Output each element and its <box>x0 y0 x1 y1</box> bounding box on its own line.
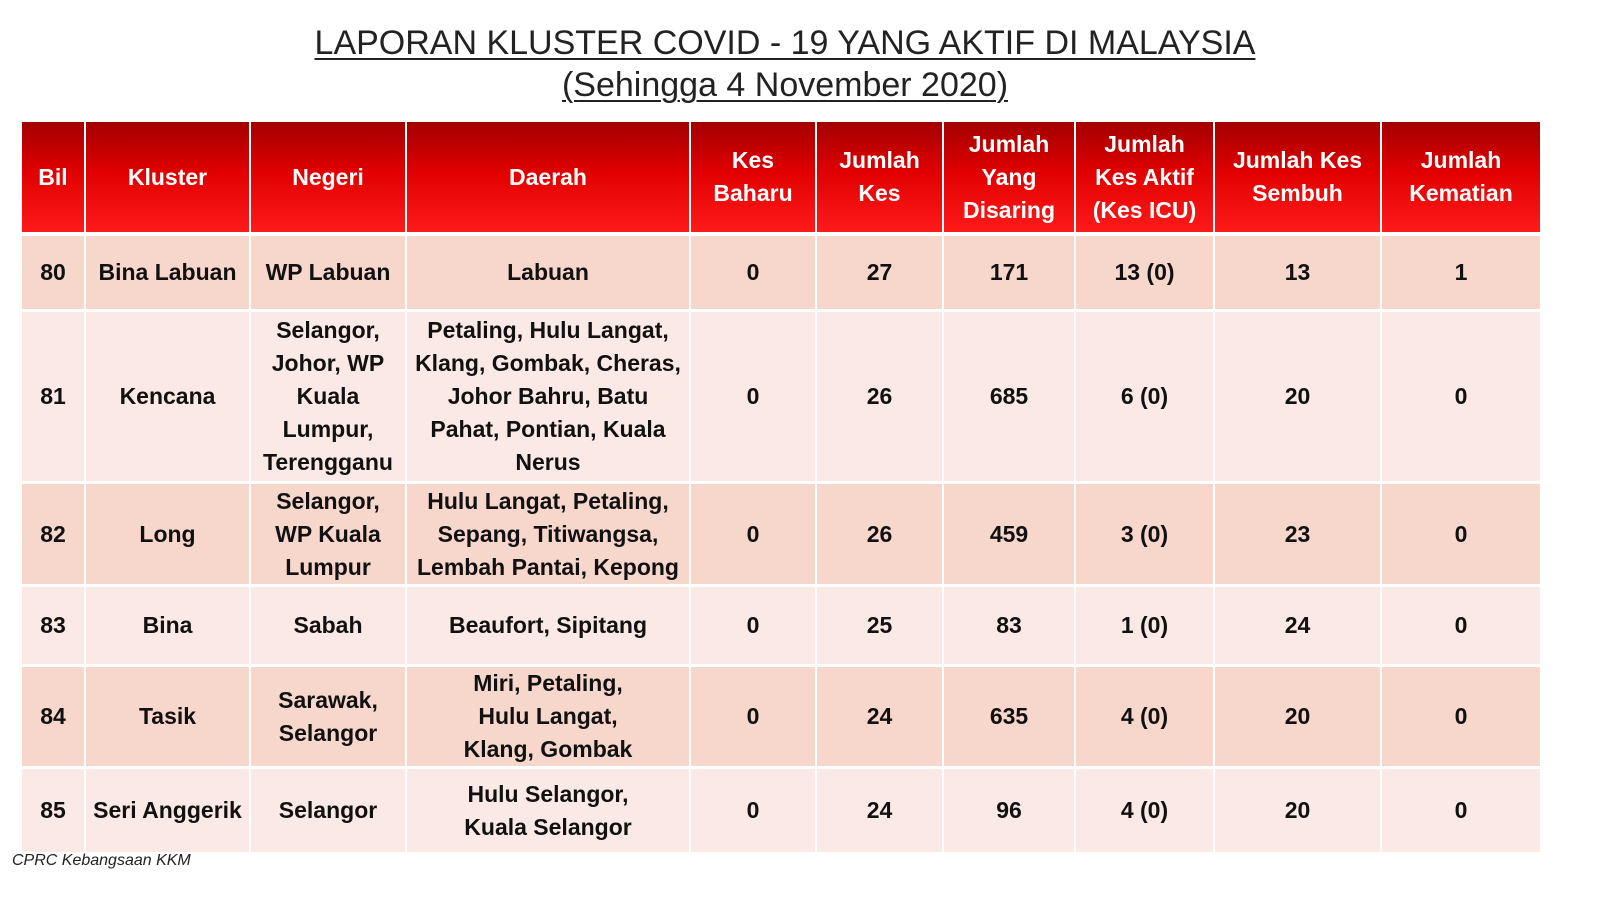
cell-bil: 85 <box>22 769 86 855</box>
cell-negeri: WP Labuan <box>251 236 407 312</box>
table-row <box>22 484 1542 587</box>
cell-kes-sembuh: 23 <box>1215 484 1382 587</box>
cell-kes-baharu: 0 <box>691 769 817 855</box>
table-row <box>22 312 1542 484</box>
cell-daerah: Miri, Petaling, Hulu Langat, Klang, Gombak <box>407 667 691 769</box>
cell-kes-baharu: 0 <box>691 312 817 484</box>
cell-bil: 84 <box>22 667 86 769</box>
cell-kluster: Bina Labuan <box>86 236 251 312</box>
cell-kluster: Bina <box>86 587 251 667</box>
cell-negeri: Selangor, WP Kuala Lumpur <box>251 484 407 587</box>
cell-kes-baharu: 0 <box>691 484 817 587</box>
cell-negeri: Selangor, Johor, WP Kuala Lumpur, Terengganu <box>251 312 407 484</box>
cell-bil: 80 <box>22 236 86 312</box>
cell-kluster: Long <box>86 484 251 587</box>
cell-negeri: Sarawak, Selangor <box>251 667 407 769</box>
cluster-table <box>22 122 1542 855</box>
column-header-bil: Bil <box>22 122 86 236</box>
cell-bil: 81 <box>22 312 86 484</box>
cell-daerah: Hulu Selangor, Kuala Selangor <box>407 769 691 855</box>
table-header-row <box>22 122 1542 236</box>
cell-kes-aktif: 1 (0) <box>1076 587 1215 667</box>
cell-kluster: Tasik <box>86 667 251 769</box>
cell-kes-aktif: 6 (0) <box>1076 312 1215 484</box>
cell-kluster: Kencana <box>86 312 251 484</box>
cell-jumlah-kes: 24 <box>817 667 944 769</box>
cell-jumlah-kes: 26 <box>817 484 944 587</box>
cell-kes-sembuh: 20 <box>1215 667 1382 769</box>
cell-negeri: Sabah <box>251 587 407 667</box>
cell-kes-sembuh: 20 <box>1215 312 1382 484</box>
title-line-2: (Sehingga 4 November 2020) <box>561 66 1009 104</box>
cell-kematian: 1 <box>1382 236 1542 312</box>
cell-kes-aktif: 4 (0) <box>1076 769 1215 855</box>
cell-jumlah-disaring: 96 <box>944 769 1076 855</box>
column-header-kluster: Kluster <box>86 122 251 236</box>
cell-negeri: Selangor <box>251 769 407 855</box>
table-row <box>22 587 1542 667</box>
cell-kes-baharu: 0 <box>691 667 817 769</box>
cell-jumlah-kes: 27 <box>817 236 944 312</box>
column-header-kes-baharu: Kes Baharu <box>691 122 817 236</box>
column-header-negeri: Negeri <box>251 122 407 236</box>
cell-kes-sembuh: 24 <box>1215 587 1382 667</box>
cell-kes-baharu: 0 <box>691 236 817 312</box>
cell-jumlah-kes: 24 <box>817 769 944 855</box>
cell-kluster: Seri Anggerik <box>86 769 251 855</box>
cell-kematian: 0 <box>1382 484 1542 587</box>
cell-kes-sembuh: 13 <box>1215 236 1382 312</box>
cell-daerah: Petaling, Hulu Langat, Klang, Gombak, Cheras, Johor Bahru, Batu Pahat, Pontian, Kuala Nerus <box>407 312 691 484</box>
column-header-kes-sembuh: Jumlah Kes Sembuh <box>1215 122 1382 236</box>
table-row <box>22 769 1542 855</box>
cell-jumlah-disaring: 685 <box>944 312 1076 484</box>
cell-daerah: Labuan <box>407 236 691 312</box>
cell-kematian: 0 <box>1382 667 1542 769</box>
cell-daerah: Hulu Langat, Petaling, Sepang, Titiwangsa, Lembah Pantai, Kepong <box>407 484 691 587</box>
column-header-jumlah-disaring: Jumlah Yang Disaring <box>944 122 1076 236</box>
cell-kes-sembuh: 20 <box>1215 769 1382 855</box>
cell-jumlah-disaring: 83 <box>944 587 1076 667</box>
cell-kematian: 0 <box>1382 312 1542 484</box>
column-header-kematian: Jumlah Kematian <box>1382 122 1542 236</box>
title-line-1: LAPORAN KLUSTER COVID - 19 YANG AKTIF DI MALAYSIA <box>314 24 1256 62</box>
cell-bil: 83 <box>22 587 86 667</box>
cell-kes-baharu: 0 <box>691 587 817 667</box>
cell-jumlah-disaring: 171 <box>944 236 1076 312</box>
cell-kes-aktif: 3 (0) <box>1076 484 1215 587</box>
table-row <box>22 667 1542 769</box>
cell-jumlah-kes: 26 <box>817 312 944 484</box>
cell-jumlah-disaring: 459 <box>944 484 1076 587</box>
cell-jumlah-kes: 25 <box>817 587 944 667</box>
cell-bil: 82 <box>22 484 86 587</box>
column-header-daerah: Daerah <box>407 122 691 236</box>
cell-kematian: 0 <box>1382 769 1542 855</box>
source-note: CPRC Kebangsaan KKM <box>12 852 191 869</box>
cell-daerah: Beaufort, Sipitang <box>407 587 691 667</box>
cell-kes-aktif: 13 (0) <box>1076 236 1215 312</box>
table-row <box>22 236 1542 312</box>
column-header-jumlah-kes: Jumlah Kes <box>817 122 944 236</box>
column-header-kes-aktif: Jumlah Kes Aktif (Kes ICU) <box>1076 122 1215 236</box>
cell-kes-aktif: 4 (0) <box>1076 667 1215 769</box>
cell-jumlah-disaring: 635 <box>944 667 1076 769</box>
cell-kematian: 0 <box>1382 587 1542 667</box>
report-title <box>0 22 1570 106</box>
